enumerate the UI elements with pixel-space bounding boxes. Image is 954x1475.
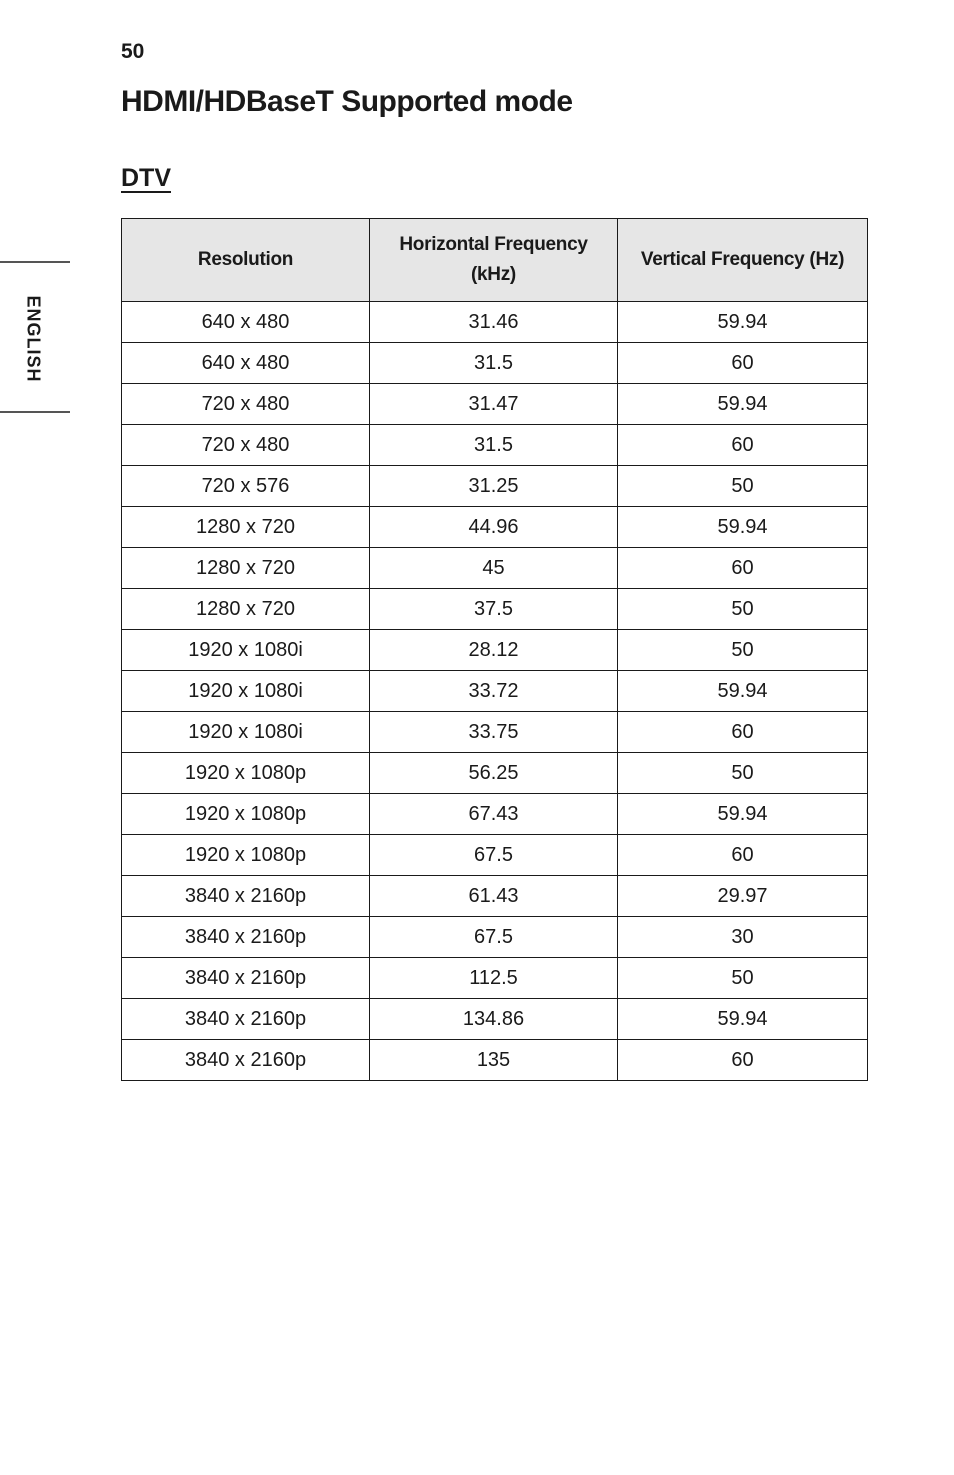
supported-mode-table-container (121, 218, 867, 1081)
table-row (122, 1040, 868, 1081)
resolution-cell: 1280 x 720 (122, 589, 370, 630)
horizontal-frequency-cell: 45 (370, 548, 618, 589)
table-row (122, 425, 868, 466)
resolution-cell: 3840 x 2160p (122, 917, 370, 958)
table-row (122, 507, 868, 548)
horizontal-frequency-cell: 31.5 (370, 425, 618, 466)
supported-mode-table (121, 218, 868, 1081)
horizontal-frequency-cell: 31.47 (370, 384, 618, 425)
table-row (122, 302, 868, 343)
table-body (122, 302, 868, 1081)
resolution-cell: 3840 x 2160p (122, 958, 370, 999)
vertical-frequency-cell: 60 (618, 425, 868, 466)
vertical-frequency-cell: 50 (618, 466, 868, 507)
vertical-frequency-cell: 59.94 (618, 671, 868, 712)
vertical-frequency-cell: 60 (618, 548, 868, 589)
table-row (122, 466, 868, 507)
vertical-frequency-cell: 60 (618, 712, 868, 753)
resolution-cell: 1920 x 1080p (122, 835, 370, 876)
table-row (122, 630, 868, 671)
vertical-frequency-cell: 59.94 (618, 794, 868, 835)
vertical-frequency-cell: 59.94 (618, 302, 868, 343)
resolution-cell: 720 x 480 (122, 384, 370, 425)
header-vertical-frequency: Vertical Frequency (Hz) (618, 219, 868, 302)
vertical-frequency-cell: 29.97 (618, 876, 868, 917)
vertical-frequency-cell: 50 (618, 958, 868, 999)
resolution-cell: 3840 x 2160p (122, 999, 370, 1040)
horizontal-frequency-cell: 28.12 (370, 630, 618, 671)
resolution-cell: 1280 x 720 (122, 548, 370, 589)
vertical-frequency-cell: 60 (618, 343, 868, 384)
horizontal-frequency-cell: 112.5 (370, 958, 618, 999)
horizontal-frequency-cell: 67.43 (370, 794, 618, 835)
vertical-frequency-cell: 60 (618, 1040, 868, 1081)
section-title: DTV (121, 164, 171, 192)
language-side-tab (0, 261, 70, 413)
table-row (122, 835, 868, 876)
language-tab-label: ENGLISH (23, 295, 44, 383)
vertical-frequency-cell: 50 (618, 753, 868, 794)
horizontal-frequency-cell: 134.86 (370, 999, 618, 1040)
table-header-row (122, 219, 868, 302)
horizontal-frequency-cell: 33.75 (370, 712, 618, 753)
resolution-cell: 1280 x 720 (122, 507, 370, 548)
horizontal-frequency-cell: 67.5 (370, 835, 618, 876)
table-row (122, 343, 868, 384)
vertical-frequency-cell: 30 (618, 917, 868, 958)
horizontal-frequency-cell: 67.5 (370, 917, 618, 958)
resolution-cell: 640 x 480 (122, 343, 370, 384)
table-row (122, 671, 868, 712)
page-title: HDMI/HDBaseT Supported mode (121, 85, 573, 118)
horizontal-frequency-cell: 31.5 (370, 343, 618, 384)
horizontal-frequency-cell: 56.25 (370, 753, 618, 794)
horizontal-frequency-cell: 61.43 (370, 876, 618, 917)
resolution-cell: 1920 x 1080i (122, 630, 370, 671)
header-resolution: Resolution (122, 219, 370, 302)
vertical-frequency-cell: 59.94 (618, 999, 868, 1040)
header-horizontal-frequency: Horizontal Frequency (kHz) (370, 219, 618, 302)
vertical-frequency-cell: 59.94 (618, 384, 868, 425)
table-row (122, 384, 868, 425)
resolution-cell: 640 x 480 (122, 302, 370, 343)
table-row (122, 876, 868, 917)
horizontal-frequency-cell: 135 (370, 1040, 618, 1081)
vertical-frequency-cell: 59.94 (618, 507, 868, 548)
vertical-frequency-cell: 50 (618, 630, 868, 671)
resolution-cell: 1920 x 1080i (122, 671, 370, 712)
table-row (122, 548, 868, 589)
resolution-cell: 1920 x 1080p (122, 753, 370, 794)
resolution-cell: 3840 x 2160p (122, 1040, 370, 1081)
resolution-cell: 1920 x 1080i (122, 712, 370, 753)
table-row (122, 999, 868, 1040)
resolution-cell: 1920 x 1080p (122, 794, 370, 835)
vertical-frequency-cell: 50 (618, 589, 868, 630)
table-row (122, 794, 868, 835)
horizontal-frequency-cell: 31.25 (370, 466, 618, 507)
table-row (122, 589, 868, 630)
horizontal-frequency-cell: 33.72 (370, 671, 618, 712)
horizontal-frequency-cell: 37.5 (370, 589, 618, 630)
resolution-cell: 720 x 480 (122, 425, 370, 466)
page-number: 50 (121, 40, 145, 63)
horizontal-frequency-cell: 31.46 (370, 302, 618, 343)
table-row (122, 753, 868, 794)
resolution-cell: 720 x 576 (122, 466, 370, 507)
resolution-cell: 3840 x 2160p (122, 876, 370, 917)
table-row (122, 712, 868, 753)
table-row (122, 917, 868, 958)
vertical-frequency-cell: 60 (618, 835, 868, 876)
horizontal-frequency-cell: 44.96 (370, 507, 618, 548)
table-row (122, 958, 868, 999)
